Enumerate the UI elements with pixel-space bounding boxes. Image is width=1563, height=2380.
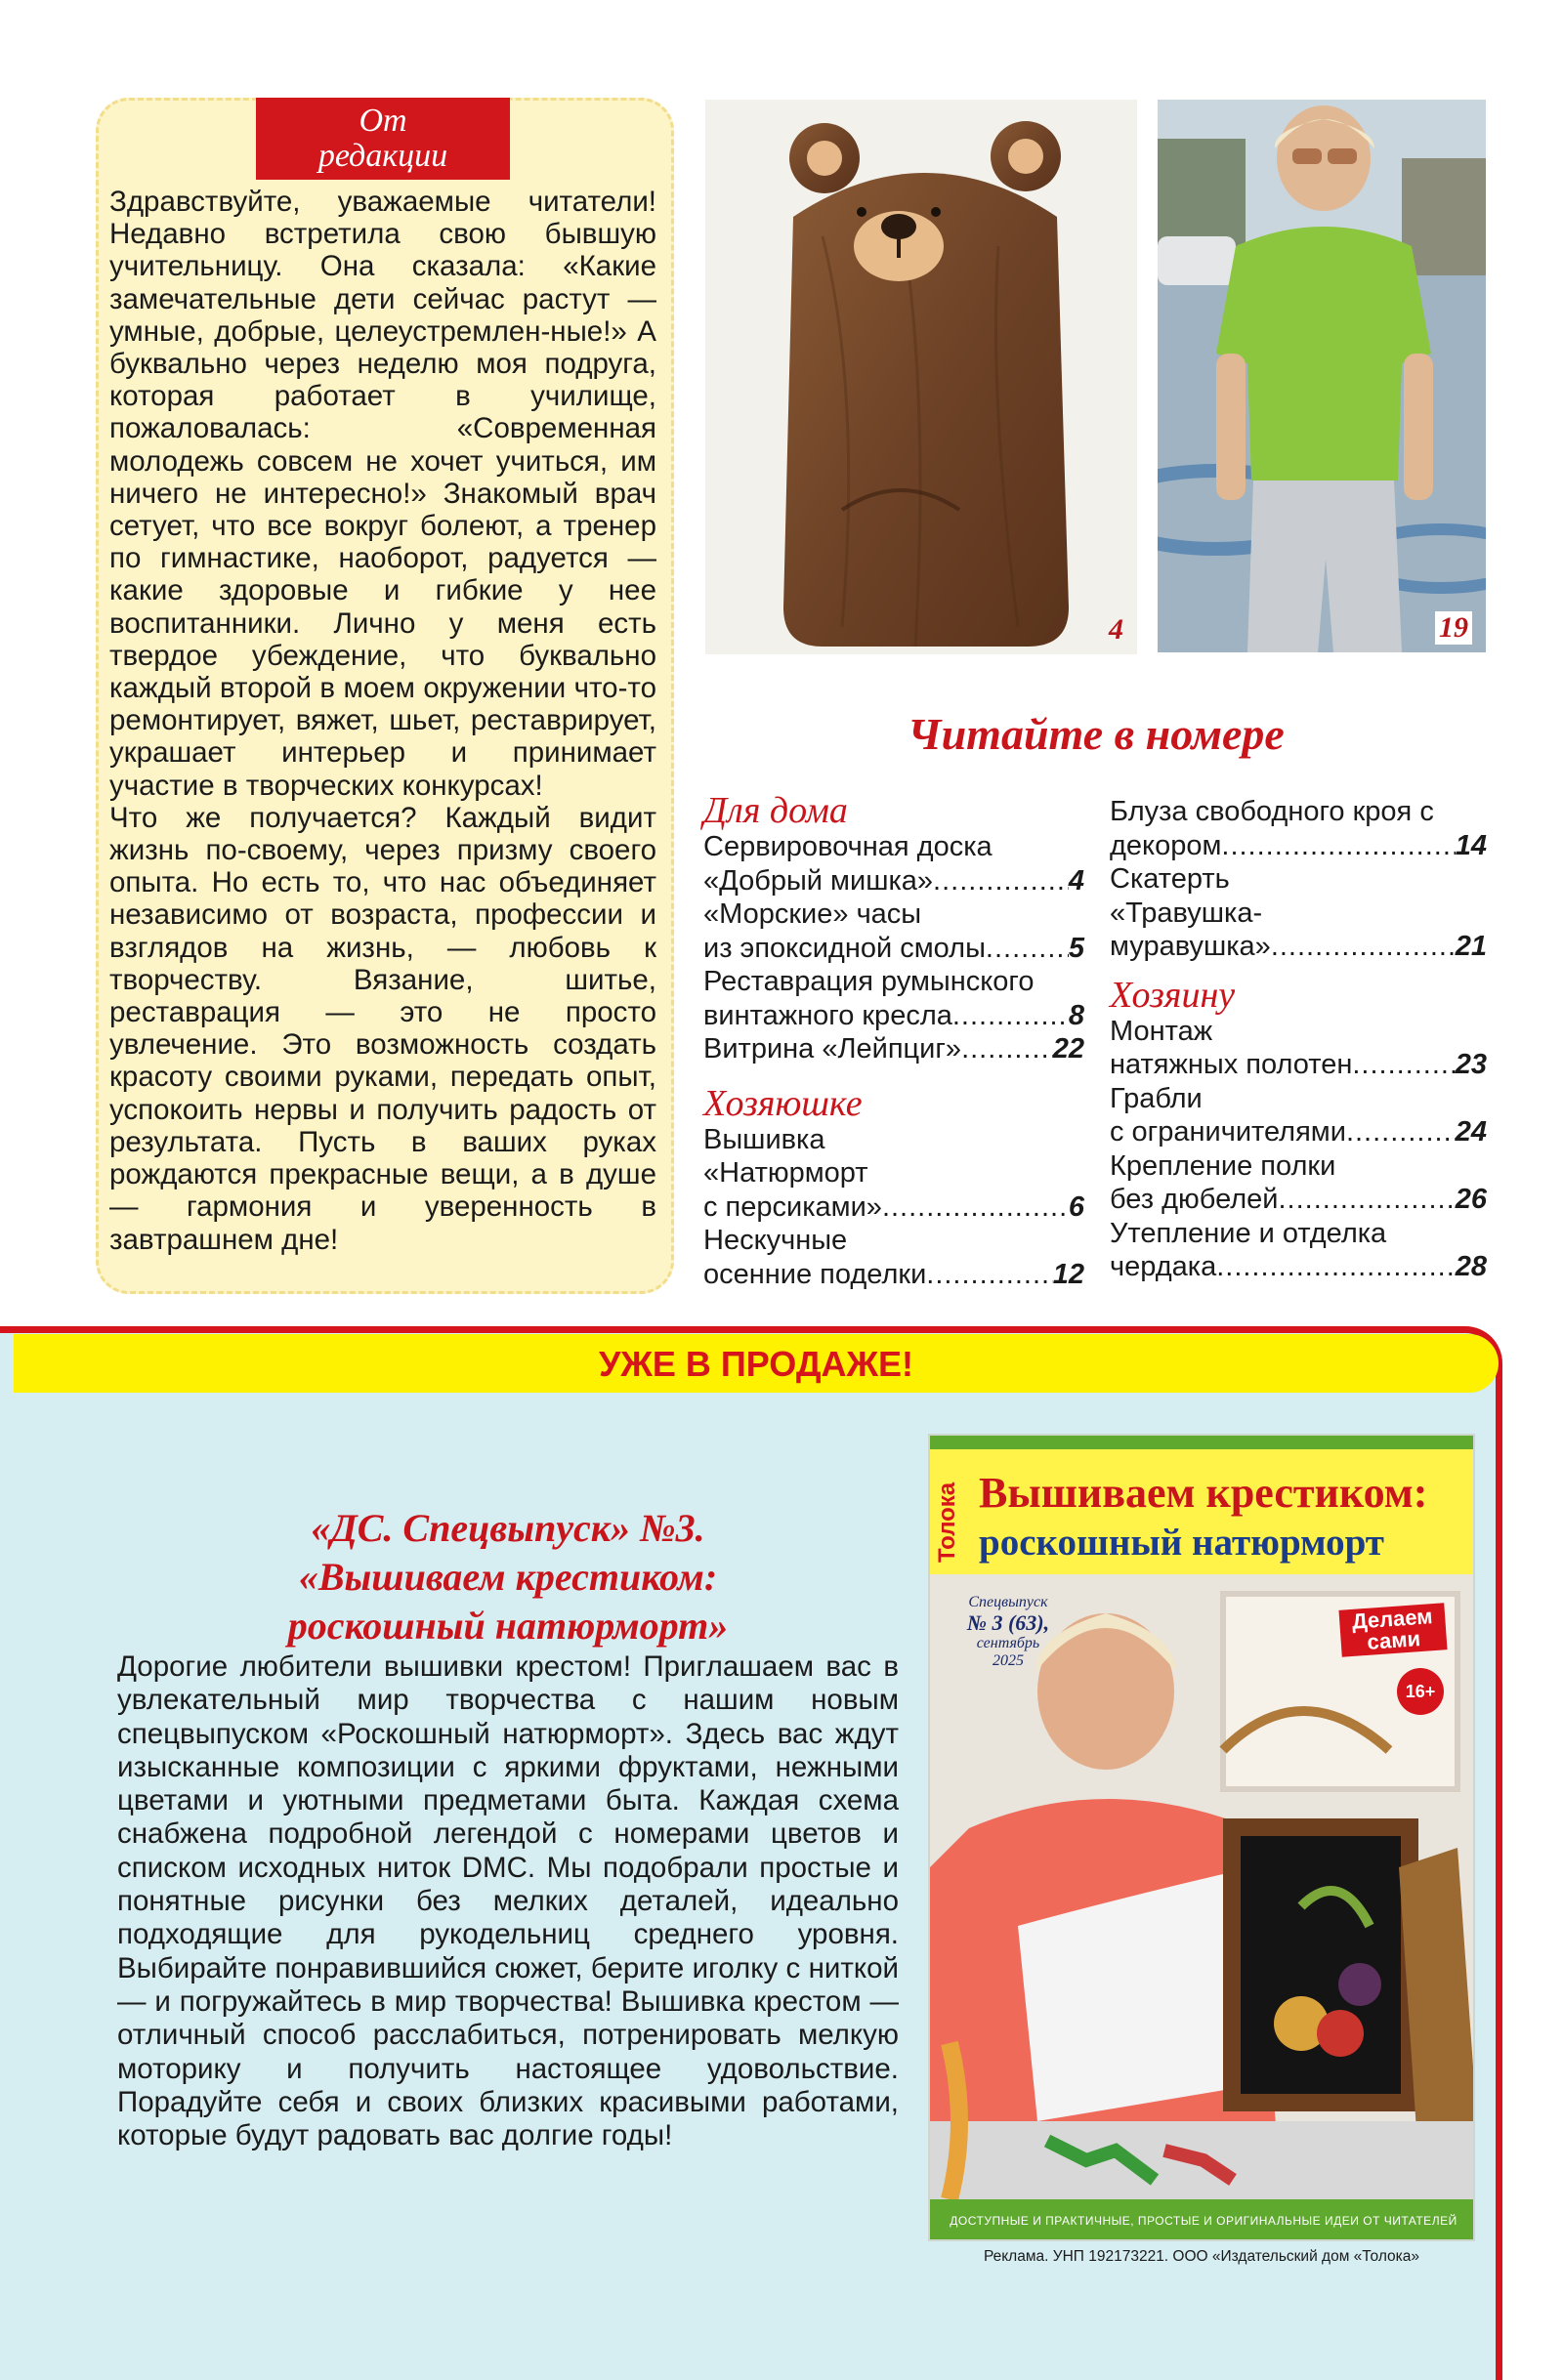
item-text: Нескучные	[703, 1225, 848, 1256]
item-title: осенние поделки	[703, 1258, 927, 1290]
contents-item	[703, 1123, 1084, 1225]
cover-issue-number: № 3 (63),	[966, 1610, 1050, 1635]
item-text: Грабли	[1110, 1082, 1203, 1114]
item-text: Вышивка	[703, 1123, 825, 1155]
item-text: Скатерть	[1110, 863, 1230, 895]
editorial-paragraph: Здравствуйте, уважаемые читатели! Недавно встретила свою бывшую учительницу. Она сказала: «Какие замечательные дети сейчас растут — умные, добрые, целеустремлен-ные!» А буквально через неделю моя подруга, которая работает в училище, пожаловалась: «Современная молодежь совсем не хочет учиться, им ничего не интересно!» Знакомый врач сетует, что все вокруг болеют, а тренер по гимнастике, наоборот, радуется — какие здоровые и гибкие у нее воспитанники. Лично у меня есть твердое убеждение, что буквально каждый второй в моем окружении что-то ремонтирует, вяжет, шьет, реставрирует, украшает интерьер и принимает участие в творческих конкурсах!	[109, 186, 656, 802]
ad-title	[117, 1504, 899, 1650]
item-page: 23	[1455, 1049, 1487, 1080]
item-title: натяжных полотен	[1110, 1049, 1353, 1080]
item-title: с персиками»	[703, 1190, 882, 1223]
ad-title-line: роскошный натюрморт»	[287, 1604, 729, 1648]
cover-logo: Толока	[934, 1482, 960, 1564]
item-page: 21	[1455, 931, 1487, 962]
item-title: с ограничителями	[1110, 1116, 1346, 1148]
item-title: чердака	[1110, 1251, 1217, 1282]
item-text: Реставрация румынского	[703, 966, 1035, 997]
ad-text: Дорогие любители вышивки крестом! Приглашаем вас в увлекательный мир творчества с нашим новым спецвыпуском «Роскошный натюрморт». Здесь вас ждут изысканные композиции с яркими фруктами, нежными цветами и уютными предметами быта. Каждая схема снабжена подробной легендой с номерами цветов и списком исходных ниток DMC. Мы подобрали простые и понятные рисунки без мелких деталей, идеально подходящие для рукодельниц среднего уровня. Выбирайте понравившийся сюжет, берите иголку с ниткой — и погружайтесь в мир творчества! Вышивка крестом — отличный способ расслабиться, потренировать мелкую моторику и получить настоящее удовольствие. Порадуйте себя и своих близких красивыми работами, которые будут радовать вас долгие годы!	[117, 1650, 899, 2152]
contents-item	[1110, 1149, 1487, 1217]
item-page: 6	[1068, 1190, 1084, 1223]
contents-title: Читайте в номере	[908, 709, 1285, 759]
cover-issue-label: Спецвыпуск	[968, 1594, 1048, 1610]
woman-sweater-photo	[1158, 100, 1486, 652]
cover-brand-line: сами	[1366, 1626, 1421, 1654]
cover-issue-info	[950, 1594, 1067, 1670]
item-page: 4	[1068, 864, 1084, 897]
editorial-badge	[256, 98, 510, 180]
item-text: Сервировочная доска	[703, 831, 993, 862]
item-page: 26	[1455, 1184, 1487, 1215]
magazine-cover	[928, 1434, 1475, 2241]
cover-issue-month: сентябрь	[976, 1635, 1040, 1651]
editorial-paragraph: Что же получается? Каждый видит жизнь по-своему, через призму своего опыта. Но есть то, что нас объединяет независимо от возраста, профессии и взглядов на жизнь, — любовь к творчеству. Вязание, шитье, реставрация — это не просто увлечение. Это возможность создать красоту своими руками, передать опыт, успокоить нервы и получить радость от результата. Пусть в ваших руках рождаются прекрасные вещи, а в душе — гармония и уверенность в завтрашнем дне!	[109, 801, 656, 1256]
age-rating-badge: 16+	[1397, 1668, 1444, 1715]
contents-item	[1110, 795, 1487, 862]
ad-legal-note: Реклама. УНП 192173221. ООО «Издательский дом «Толока»	[983, 2248, 1420, 2265]
item-page: 5	[1068, 932, 1084, 964]
bear-board-illustration	[705, 100, 1137, 654]
cover-issue-year: 2025	[993, 1652, 1024, 1669]
item-text: «Натюрморт	[703, 1157, 868, 1189]
item-title: без дюбелей	[1110, 1184, 1279, 1215]
section-title: Хозяину	[1110, 974, 1236, 1016]
woman-illustration	[1158, 100, 1486, 652]
item-title: винтажного кресла	[703, 999, 952, 1031]
cover-subtitle: роскошный натюрморт	[979, 1522, 1384, 1564]
contents-item	[703, 830, 1084, 898]
cover-header	[930, 1436, 1475, 1574]
item-title: Витрина «Лейпциг»	[703, 1033, 962, 1065]
item-page: 28	[1455, 1251, 1487, 1282]
item-title: муравушка»	[1110, 931, 1271, 962]
item-page: 14	[1455, 829, 1487, 861]
item-text: «Травушка-	[1110, 897, 1263, 929]
ad-title-line: «Вышиваем крестиком:	[298, 1555, 718, 1599]
item-text: Утепление и отделка	[1110, 1217, 1387, 1249]
contents-item	[1110, 1217, 1487, 1284]
cover-title: Вышиваем крестиком:	[979, 1469, 1428, 1517]
contents-item	[703, 898, 1084, 965]
contents-item	[1110, 1082, 1487, 1149]
item-text: Блуза свободного кроя с	[1110, 796, 1434, 827]
item-page: 8	[1068, 999, 1084, 1031]
on-sale-banner-text: УЖЕ В ПРОДАЖЕ!	[598, 1344, 914, 1384]
editorial-badge-line2: редакции	[317, 138, 448, 174]
item-page: 12	[1052, 1258, 1084, 1290]
cover-brand-line: Делаем	[1351, 1604, 1434, 1634]
contents-item	[1110, 1015, 1487, 1082]
woman-page-number: 19	[1435, 611, 1472, 645]
contents-right-column	[1110, 795, 1487, 1284]
bear-board-photo	[705, 100, 1137, 654]
item-text: Крепление полки	[1110, 1149, 1336, 1182]
editorial-badge-line1: От	[359, 103, 407, 139]
item-title: из эпоксидной смолы	[703, 932, 986, 964]
bear-page-number: 4	[1109, 613, 1123, 646]
section-title: Хозяюшке	[703, 1082, 863, 1124]
ad-title-line: «ДС. Спецвыпуск» №3.	[311, 1506, 705, 1550]
contents-item	[703, 1224, 1084, 1291]
contents-left-column	[703, 785, 1084, 1291]
item-page: 24	[1455, 1116, 1487, 1148]
editorial-text	[109, 186, 656, 1256]
item-text: «Морские» часы	[703, 898, 922, 930]
section-title: Для дома	[703, 790, 848, 831]
item-text: Монтаж	[1110, 1015, 1213, 1047]
cover-footer: ДОСТУПНЫЕ И ПРАКТИЧНЫЕ, ПРОСТЫЕ И ОРИГИНАЛЬНЫЕ ИДЕИ ОТ ЧИТАТЕЛЕЙ	[930, 2199, 1475, 2241]
item-title: «Добрый мишка»	[703, 864, 934, 897]
item-title: декором	[1110, 829, 1222, 861]
item-page: 22	[1052, 1033, 1084, 1065]
cover-brand-badge	[1338, 1603, 1447, 1656]
contents-item	[703, 1032, 1084, 1066]
contents-item	[703, 965, 1084, 1032]
contents-item	[1110, 862, 1487, 964]
